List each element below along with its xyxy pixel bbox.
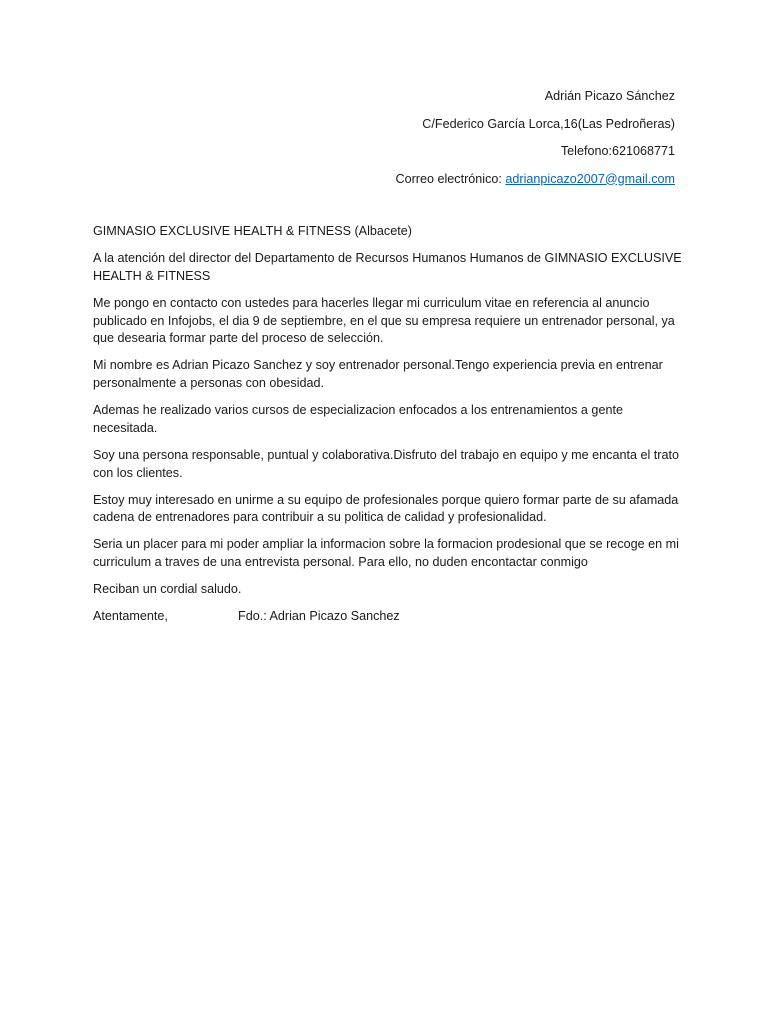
sender-email-link[interactable]: adrianpicazo2007@gmail.com [505,171,675,186]
greeting-line: Reciban un cordial saludo. [93,582,242,597]
sender-phone: Telefono:621068771 [560,144,675,158]
signature-row [93,608,683,626]
letter-paragraph: Ademas he realizado varios cursos de especializacion enfocados a los entrenamientos a gente necesitada. [93,403,623,435]
signature-text: Fdo.: Adrian Picazo Sanchez [238,609,400,624]
letter-paragraph: Seria un placer para mi poder ampliar la informacion sobre la formacion prodesional que se recoge en mi curriculum a traves de una entrevista personal. Para ello, no duden encontactar conmigo [93,537,679,570]
sender-address: C/Federico García Lorca,16(Las Pedroñeras) [422,116,675,131]
sender-email-label: Correo electrónico: [395,171,506,186]
sender-email-line [175,170,675,188]
closing-text: Atentamente, [93,609,168,624]
recipient-line: GIMNASIO EXCLUSIVE HEALTH & FITNESS (Albacete) [93,224,412,238]
attention-line: A la atención del director del Departamento de Recursos Humanos Humanos de GIMNASIO EXCLUSIVE HEALTH & FITNESS [93,251,682,283]
letter-paragraph: Soy una persona responsable, puntual y colaborativa.Disfruto del trabajo en equipo y me encanta el trato con los clientes. [93,447,679,480]
sender-name: Adrián Picazo Sánchez [544,89,675,103]
letter-paragraph: Me pongo en contacto con ustedes para hacerles llegar mi curriculum vitae en referencia al anuncio publicado en Infojobs, el dia 9 de septiembre, en el que su empresa requiere un entrenador personal, ya que desearia formar parte del proceso de selección. [93,295,675,346]
sender-block [175,87,675,197]
letter-paragraph: Mi nombre es Adrian Picazo Sanchez y soy entrenador personal.Tengo experiencia previa en entrenar personalmente a personas con obesidad. [93,358,663,390]
letter-paragraph: Estoy muy interesado en unirme a su equipo de profesionales porque quiero formar parte de su afamada cadena de entrenadores para contribuir a su politica de calidad y profesionalidad. [93,492,679,525]
letter-body [93,223,683,636]
